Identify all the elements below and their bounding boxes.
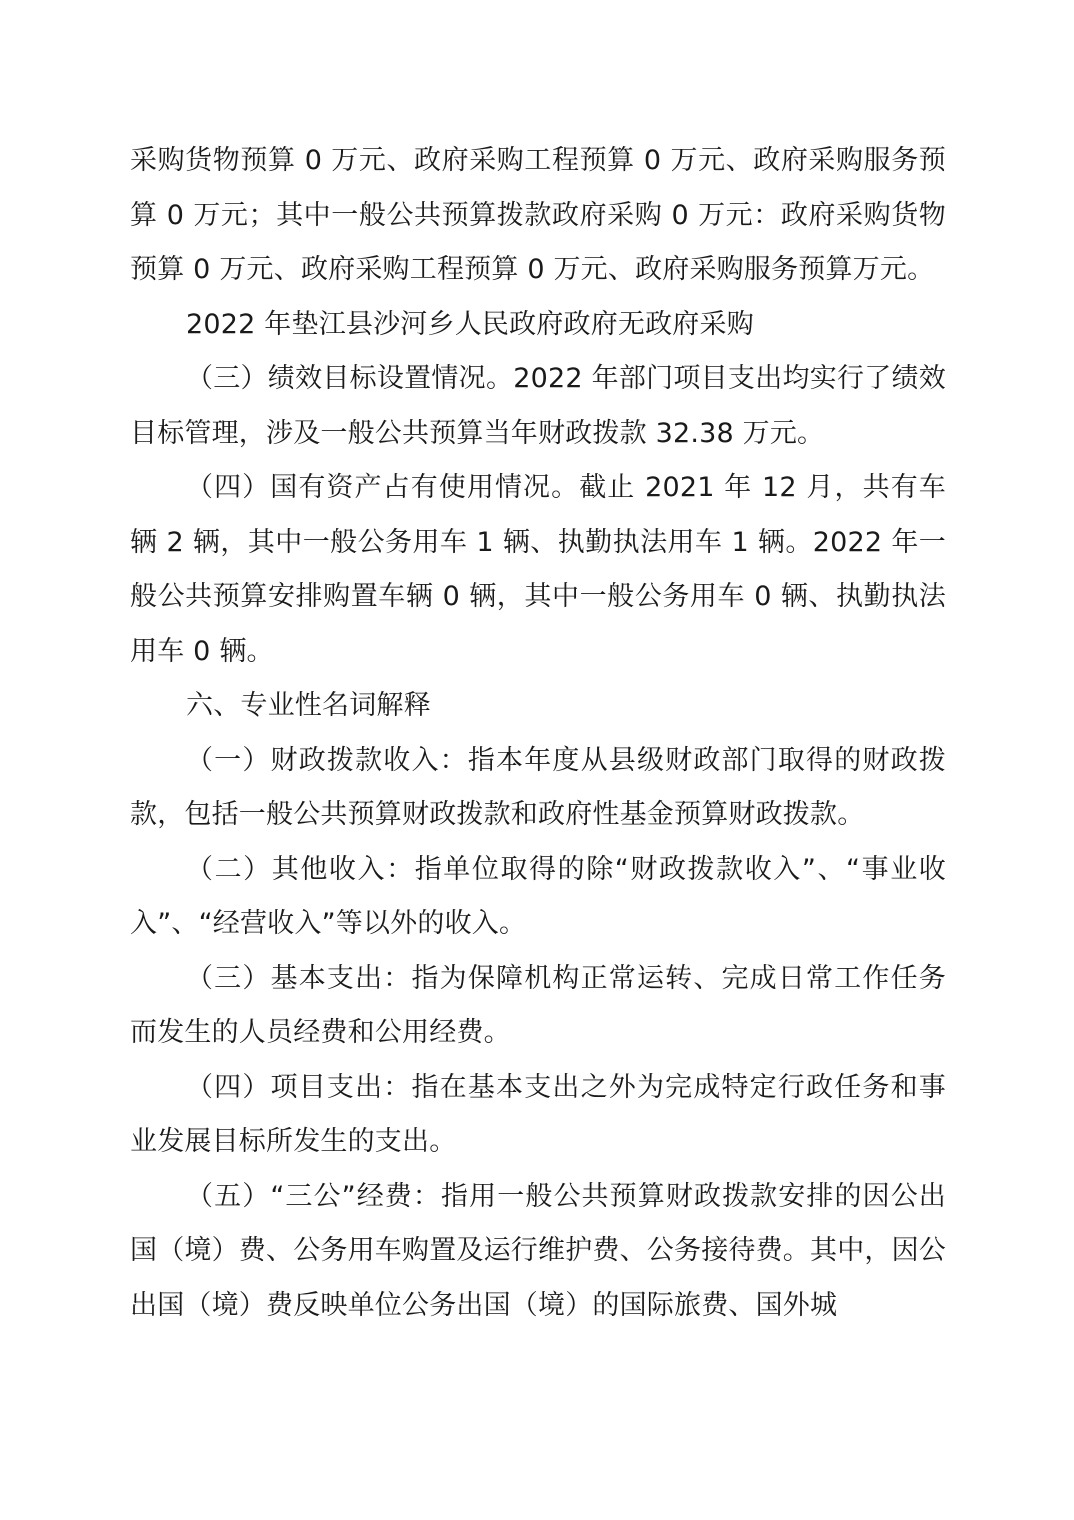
paragraph-no-procurement: 2022 年垫江县沙河乡人民政府政府无政府采购 (186, 308, 754, 340)
paragraph-state-assets: （四）国有资产占有使用情况。截止 2021 年 12 月，共有车辆 2 辆，其中一般公务用车 1 辆、执勤执法用车 1 辆。2022 年一般公共预算安排购置车辆 0 辆，其中一般公务用车 0 辆、执勤执法用车 0 辆。 (130, 472, 946, 667)
paragraph-performance-goals: （三）绩效目标设置情况。2022 年部门项目支出均实行了绩效目标管理，涉及一般公共预算当年财政拨款 32.38 万元。 (130, 363, 946, 449)
paragraph-term-fiscal-income: （一）财政拨款收入：指本年度从县级财政部门取得的财政拨款，包括一般公共预算财政拨款和政府性基金预算财政拨款。 (130, 744, 946, 830)
paragraph-procurement-budget: 采购货物预算 0 万元、政府采购工程预算 0 万元、政府采购服务预算 0 万元；其中一般公共预算拨款政府采购 0 万元：政府采购货物预算 0 万元、政府采购工程预算 0 万元、政府采购服务预算万元。 (130, 145, 946, 285)
paragraph-term-three-public-expenses: （五）“三公”经费：指用一般公共预算财政拨款安排的因公出国（境）费、公务用车购置及运行维护费、公务接待费。其中，因公出国（境）费反映单位公务出国（境）的国际旅费、国外城 (130, 1180, 946, 1321)
paragraph-term-basic-expenditure: （三）基本支出：指为保障机构正常运转、完成日常工作任务而发生的人员经费和公用经费。 (130, 962, 946, 1048)
section-heading-terms: 六、专业性名词解释 (186, 690, 431, 721)
paragraph-term-project-expenditure: （四）项目支出：指在基本支出之外为完成特定行政任务和事业发展目标所发生的支出。 (130, 1071, 946, 1157)
paragraph-term-other-income: （二）其他收入：指单位取得的除“财政拨款收入”、“事业收入”、“经营收入”等以外的收入。 (130, 853, 946, 939)
document-body (130, 134, 946, 1333)
